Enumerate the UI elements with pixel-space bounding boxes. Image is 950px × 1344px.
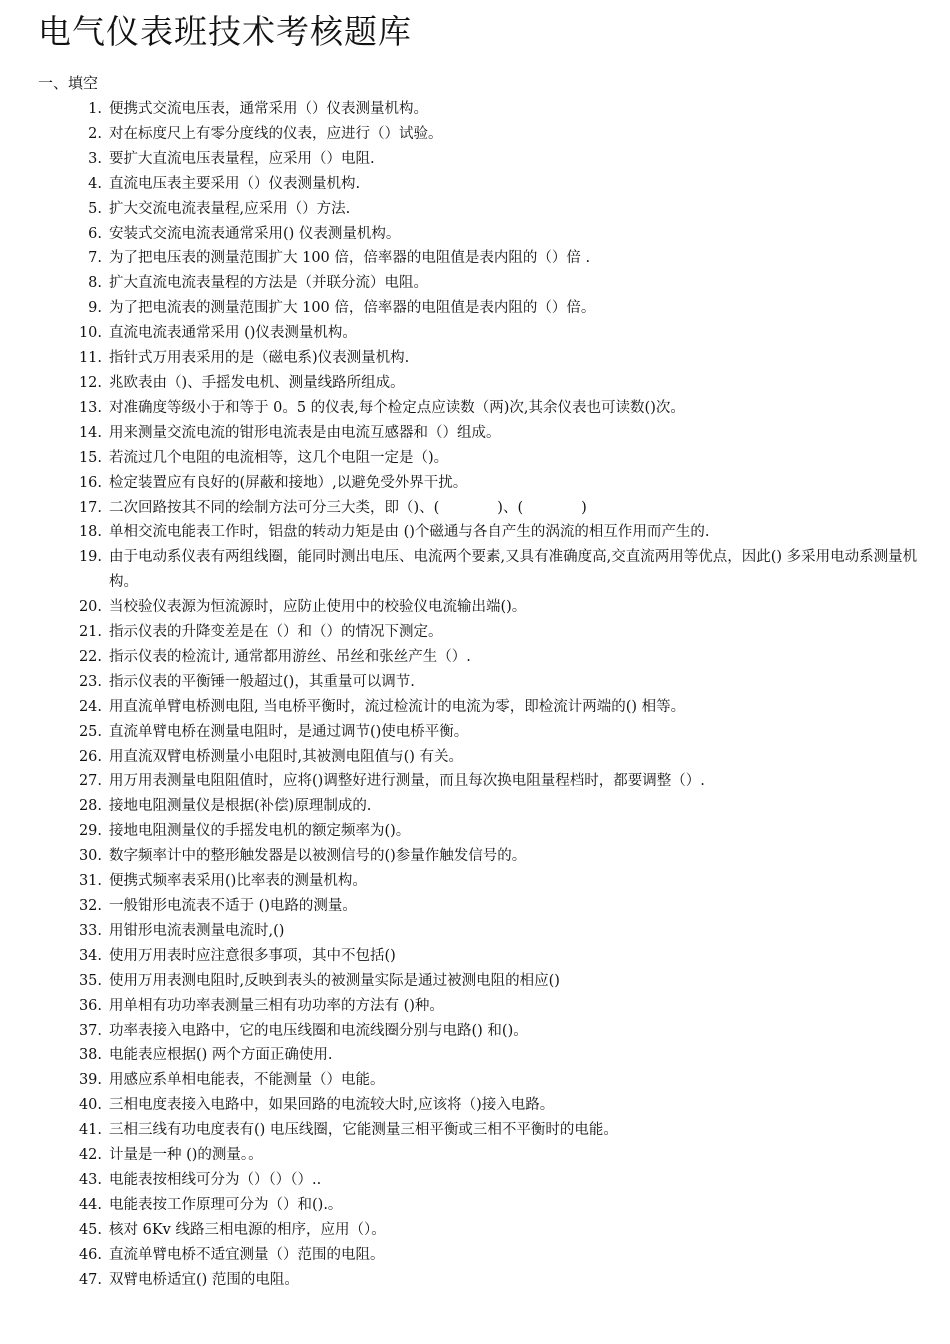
question-number: 6. [88,225,102,242]
question-text: 用钳形电流表测量电流时,() [109,922,285,939]
question-text: 单相交流电能表工作时，铝盘的转动力矩是由 ()个磁通与各自产生的涡流的相互作用而产生的. [109,524,710,541]
question-item [0,645,950,670]
question-number: 9. [88,300,102,317]
question-number: 27. [78,773,102,790]
question-item [0,819,950,844]
question-number: 23. [78,673,102,690]
question-text: 当校验仪表源为恒流源时，应防止使用中的校验仪电流输出端()。 [109,599,527,616]
question-number: 40. [78,1097,102,1114]
question-item [0,620,950,645]
question-number: 24. [78,698,102,715]
question-number: 29. [78,823,102,840]
question-item [0,894,950,919]
question-item [0,969,950,994]
question-text: 用万用表测量电阻阻值时，应将()调整好进行测量，而且每次换电阻量程档时，都要调整（）. [109,773,705,790]
question-text: 一般钳形电流表不适于 ()电路的测量。 [109,898,357,914]
question-number: 2. [88,125,102,142]
question-text: 兆欧表由（)、手摇发电机、测量线路所组成。 [109,374,405,391]
question-text: 核对 6Kv 线路三相电源的相序，应用（）。 [109,1221,386,1238]
question-item [0,346,950,371]
question-item [0,1043,950,1068]
question-number: 1. [88,101,102,117]
question-text: 直流单臂电桥在测量电阻时，是通过调节()使电桥平衡。 [109,723,469,740]
question-item [0,1193,950,1218]
question-item [0,670,950,695]
question-number: 22. [78,648,102,665]
question-list [0,97,950,1293]
question-number: 34. [78,947,102,964]
question-text: 扩大交流电流表量程,应采用（）方法. [109,200,351,217]
question-text: 为了把电流表的测量范围扩大 100 倍，倍率器的电阻值是表内阻的（）倍。 [109,300,596,317]
question-text: 直流电压表主要采用（）仪表测量机构. [109,175,361,192]
question-text: 使用万用表时应注意很多事项，其中不包括() [109,947,396,964]
question-text: 指示仪表的平衡锤一般超过()，其重量可以调节. [109,673,415,690]
question-item [0,1093,950,1118]
question-text: 指针式万用表采用的是（磁电系)仪表测量机构. [109,350,410,367]
question-text: 用来测量交流电流的钳形电流表是由电流互感器和（）组成。 [109,424,501,441]
question-item [0,919,950,944]
question-text: 检定装置应有良好的(屏蔽和接地）,以避免受外界干扰。 [109,474,468,491]
question-number: 28. [78,798,102,815]
question-text: 对在标度尺上有零分度线的仪表，应进行（）试验。 [109,125,443,142]
document-title: 电气仪表班技术考核题库 [38,12,412,51]
question-item [0,695,950,720]
question-item [0,720,950,745]
question-number: 8. [88,275,102,292]
question-item [0,446,950,471]
question-number: 3. [88,150,102,167]
question-text: 功率表接入电路中，它的电压线圈和电流线圈分别与电路() 和()。 [109,1022,528,1039]
question-number: 36. [78,997,102,1014]
question-number: 19. [78,549,102,566]
question-item [0,122,950,147]
question-number: 7. [88,250,102,267]
question-number: 20. [78,599,102,616]
question-number: 37. [78,1022,102,1039]
question-number: 46. [78,1246,102,1263]
question-text: 为了把电压表的测量范围扩大 100 倍，倍率器的电阻值是表内阻的（）倍 . [109,250,591,267]
question-item [0,471,950,496]
question-item [0,745,950,770]
question-number: 26. [78,748,102,765]
question-text: 若流过几个电阻的电流相等，这几个电阻一定是（)。 [109,449,449,466]
question-item [0,520,950,545]
question-number: 14. [78,424,102,441]
question-item [0,296,950,321]
question-text: 用单相有功功率表测量三相有功功率的方法有 ()种。 [109,997,444,1014]
question-text: 三相三线有功电度表有() 电压线圈，它能测量三相平衡或三相不平衡时的电能。 [109,1122,618,1139]
question-text: 计量是一种 ()的测量。。 [109,1147,263,1164]
question-item [0,271,950,296]
question-text: 双臂电桥适宜() 范围的电阻。 [109,1271,299,1288]
question-text: 接地电阻测量仪是根据(补偿)原理制成的. [109,798,372,815]
question-number: 15. [78,449,102,466]
question-text: 便携式交流电压表，通常采用（）仪表测量机构。 [109,101,428,117]
question-text: 用直流双臂电桥测量小电阻时,其被测电阻值与() 有关。 [109,748,464,765]
question-item [0,1268,950,1293]
question-number: 25. [78,723,102,740]
question-number: 39. [78,1072,102,1089]
question-number: 17. [78,499,102,516]
question-number: 31. [78,873,102,890]
question-item [0,769,950,794]
question-text: 指示仪表的检流计, 通常都用游丝、吊丝和张丝产生（）. [109,648,471,665]
question-number: 32. [78,898,102,914]
question-number: 13. [78,399,102,416]
question-item [0,321,950,346]
question-item [0,396,950,421]
question-text: 电能表按相线可分为（）（）（）.. [109,1171,322,1188]
question-number: 33. [78,922,102,939]
question-text: 二次回路按其不同的绘制方法可分三大类，即（)、( )、( ) [109,499,587,516]
question-number: 21. [78,624,102,641]
question-text: 直流电流表通常采用 ()仪表测量机构。 [109,325,357,342]
question-number: 4. [88,175,102,192]
question-text: 接地电阻测量仪的手摇发电机的额定频率为()。 [109,823,411,840]
question-text: 要扩大直流电压表量程，应采用（）电阻. [109,150,375,167]
question-text: 对准确度等级小于和等于 0。5 的仪表,每个检定点应读数（两)次,其余仪表也可读数()次。 [109,399,685,416]
question-item [0,1218,950,1243]
question-item [0,222,950,247]
question-item [0,172,950,197]
question-item [0,944,950,969]
question-number: 47. [78,1271,102,1288]
question-text: 数字频率计中的整形触发器是以被测信号的()参量作触发信号的。 [109,848,527,865]
question-number: 18. [78,524,102,541]
question-item [0,1019,950,1044]
question-text: 使用万用表测电阻时,反映到表头的被测量实际是通过被测电阻的相应() [109,972,560,989]
question-text: 电能表按工作原理可分为（）和().。 [109,1196,343,1213]
question-item [0,794,950,819]
question-text: 三相电度表接入电路中，如果回路的电流较大时,应该将（)接入电路。 [109,1097,555,1114]
question-item [0,496,950,521]
question-text: 用直流单臂电桥测电阻, 当电桥平衡时，流过检流计的电流为零，即检流计两端的() 相等。 [109,698,686,715]
question-item [0,595,950,620]
question-text: 指示仪表的升降变差是在（）和（）的情况下测定。 [109,624,443,641]
question-text: 安装式交流电流表通常采用() 仪表测量机构。 [109,225,401,242]
question-item [0,545,950,595]
question-item [0,994,950,1019]
question-number: 41. [78,1122,102,1139]
question-text: 电能表应根据() 两个方面正确使用. [109,1047,333,1064]
question-item [0,97,950,122]
question-item [0,246,950,271]
question-item [0,1118,950,1143]
question-item [0,421,950,446]
question-number: 12. [78,374,102,391]
question-text: 用感应系单相电能表，不能测量（）电能。 [109,1072,385,1089]
question-item [0,371,950,396]
question-item [0,1068,950,1093]
question-number: 16. [78,474,102,491]
question-text: 便携式频率表采用()比率表的测量机构。 [109,873,367,890]
question-number: 38. [78,1047,102,1064]
question-item [0,147,950,172]
section-heading: 一、填空 [38,74,99,92]
question-number: 43. [78,1171,102,1188]
question-item [0,1243,950,1268]
question-number: 35. [78,972,102,989]
question-text: 直流单臂电桥不适宜测量（）范围的电阻。 [109,1246,385,1263]
question-number: 42. [78,1147,102,1164]
question-text: 由于电动系仪表有两组线圈，能同时测出电压、电流两个要素,又具有准确度高,交直流两用等优点，因此() 多采用电动系测量机构。 [109,549,918,591]
question-number: 45. [78,1221,102,1238]
question-item [0,844,950,869]
question-number: 30. [78,848,102,865]
question-item [0,1168,950,1193]
question-item [0,197,950,222]
question-number: 44. [78,1196,102,1213]
question-text: 扩大直流电流表量程的方法是（并联分流）电阻。 [109,275,428,292]
question-item [0,869,950,894]
question-number: 10. [78,325,102,342]
question-number: 11. [78,350,102,367]
question-number: 5. [88,200,102,217]
question-item [0,1143,950,1168]
